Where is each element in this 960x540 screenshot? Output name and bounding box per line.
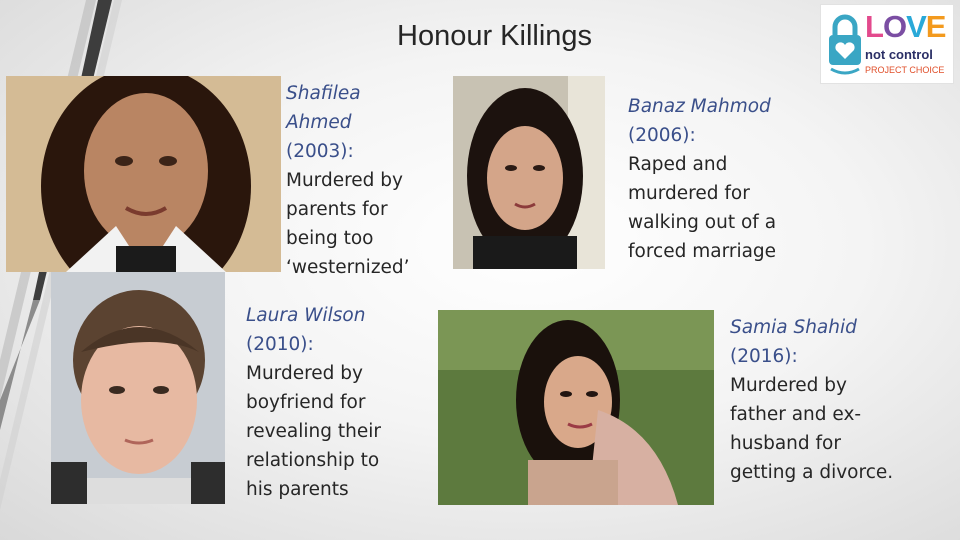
victim-name: Ahmed — [286, 112, 352, 133]
victim-description: Murdered by — [246, 363, 363, 384]
photo-banaz-mahmod — [453, 76, 605, 269]
victim-year: (2010): — [246, 334, 314, 355]
logo-letter: E — [925, 9, 946, 44]
caption-shafilea-ahmed — [286, 79, 410, 282]
victim-description: being too — [286, 228, 374, 249]
victim-description: relationship to — [246, 450, 380, 471]
victim-year: (2016): — [730, 346, 798, 367]
victim-description: revealing their — [246, 421, 381, 442]
logo-letter: V — [906, 9, 926, 44]
caption-banaz-mahmod — [628, 92, 776, 266]
victim-description: forced marriage — [628, 241, 777, 262]
victim-description: husband for — [730, 433, 841, 454]
victim-description: murdered for — [628, 183, 750, 204]
victim-description: Murdered by — [730, 375, 847, 396]
photo-shafilea-ahmed — [6, 76, 281, 272]
love-not-control-logo — [820, 4, 954, 84]
photo-samia-shahid — [438, 310, 714, 505]
victim-description: parents for — [286, 199, 388, 220]
victim-description: Raped and — [628, 154, 728, 175]
victim-year: (2003): — [286, 141, 354, 162]
logo-letter: L — [865, 9, 883, 44]
victim-description: father and ex- — [730, 404, 862, 425]
victim-description: his parents — [246, 479, 349, 500]
victim-description: boyfriend for — [246, 392, 366, 413]
victim-description: walking out of a — [628, 212, 777, 233]
logo-tagline: not control — [865, 47, 933, 62]
victim-description: getting a divorce. — [730, 462, 894, 483]
photo-laura-wilson — [51, 272, 225, 504]
padlock-heart-icon — [827, 13, 863, 77]
victim-description: Murdered by — [286, 170, 403, 191]
logo-word — [865, 11, 945, 42]
caption-samia-shahid — [730, 313, 893, 487]
logo-letter: O — [882, 9, 907, 44]
victim-name: Laura Wilson — [246, 305, 366, 326]
victim-year: (2006): — [628, 125, 696, 146]
slide-title: Honour Killings — [397, 20, 593, 52]
logo-subtag: PROJECT CHOICE — [865, 65, 945, 75]
victim-name: Shafilea — [286, 83, 361, 104]
victim-name: Samia Shahid — [730, 317, 857, 338]
caption-laura-wilson — [246, 301, 381, 504]
victim-description: ‘westernized’ — [286, 257, 410, 278]
victim-name: Banaz Mahmod — [628, 96, 771, 117]
